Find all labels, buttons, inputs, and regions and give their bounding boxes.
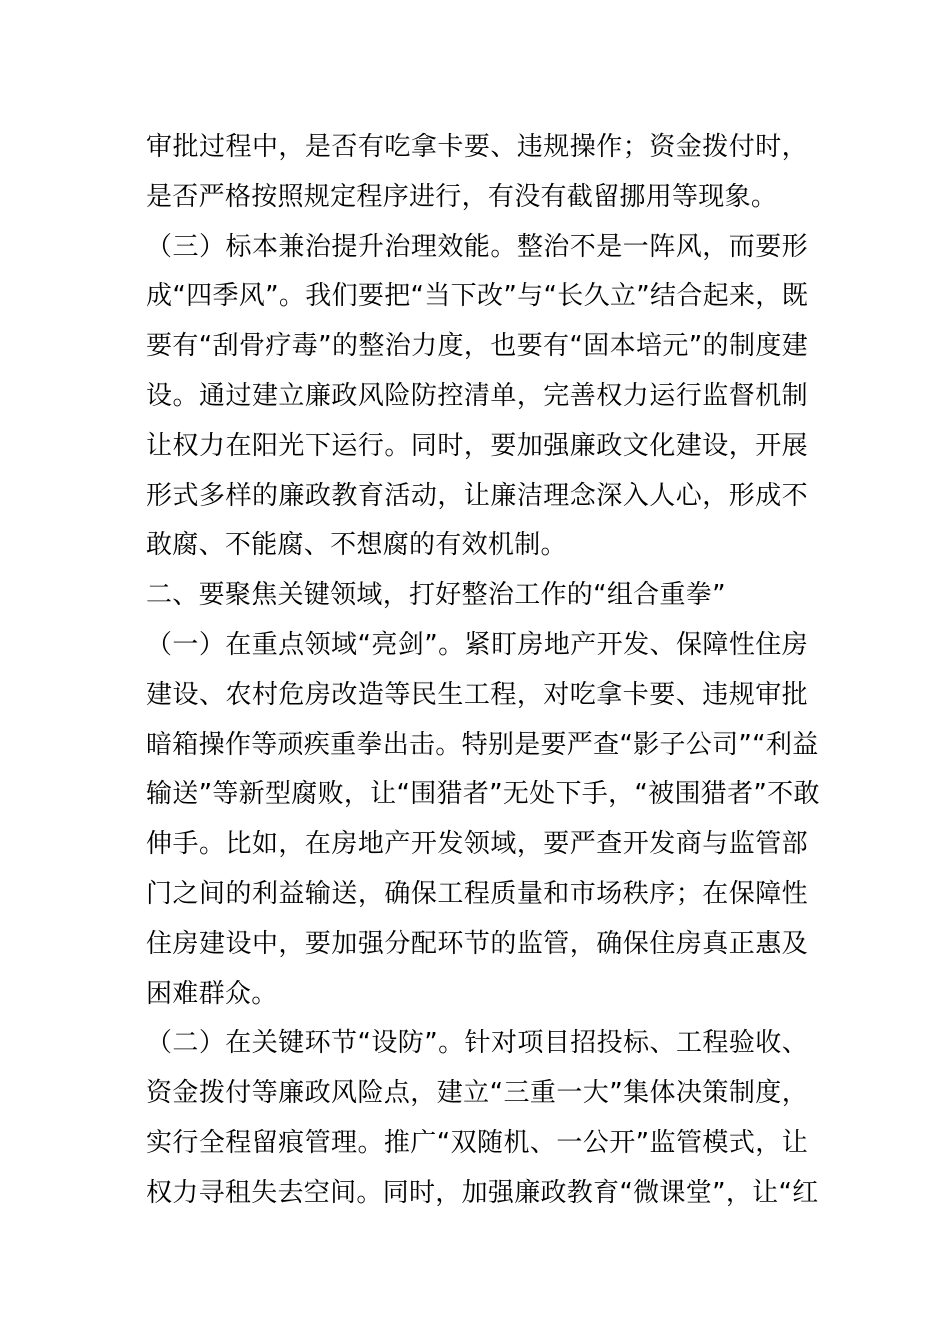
text-line: 是否严格按照规定程序进行，有没有截留挪用等现象。 — [146, 181, 778, 212]
text-line: 资金拨付等廉政风险点，建立“三重一大”集体决策制度， — [146, 1078, 808, 1109]
text-line: 伸手。比如，在房地产开发领域，要严查开发商与监管部 — [146, 829, 808, 860]
text-line: 住房建设中，要加强分配环节的监管，确保住房真正惠及 — [146, 928, 808, 959]
text-line: 敢腐、不能腐、不想腐的有效机制。 — [146, 530, 567, 561]
text-line: 让权力在阳光下运行。同时，要加强廉政文化建设，开展 — [146, 430, 808, 461]
document-body — [146, 123, 820, 1219]
text-line: 困难群众。 — [146, 978, 278, 1009]
text-line: 暗箱操作等顽疾重拳出击。特别是要严查“影子公司”“利益 — [146, 729, 819, 760]
text-line: 实行全程留痕管理。推广“双随机、一公开”监管模式，让 — [146, 1127, 808, 1158]
section-heading-line: （二）在关键环节“设防”。针对项目招投标、工程验收、 — [146, 1028, 808, 1059]
text-line: 建设、农村危房改造等民生工程，对吃拿卡要、违规审批 — [146, 679, 808, 710]
text-line: 成“四季风”。我们要把“当下改”与“长久立”结合起来，既 — [146, 281, 808, 312]
text-line: 门之间的利益输送，确保工程质量和市场秩序；在保障性 — [146, 878, 808, 909]
text-line: 输送”等新型腐败，让“围猎者”无处下手，“被围猎者”不敢 — [146, 779, 820, 810]
text-line: 设。通过建立廉政风险防控清单，完善权力运行监督机制 — [146, 380, 808, 411]
text-line: 审批过程中，是否有吃拿卡要、违规操作；资金拨付时， — [146, 132, 808, 162]
text-line: 权力寻租失去空间。同时，加强廉政教育“微课堂”，让“红 — [146, 1177, 819, 1208]
text-line: 形式多样的廉政教育活动，让廉洁理念深入人心，形成不 — [146, 480, 808, 511]
section-heading-line: （三）标本兼治提升治理效能。整治不是一阵风，而要形 — [146, 231, 808, 262]
text-line: 要有“刮骨疗毒”的整治力度，也要有“固本培元”的制度建 — [146, 331, 808, 362]
section-heading-line: （一）在重点领域“亮剑”。紧盯房地产开发、保障性住房 — [146, 629, 808, 660]
chapter-heading: 二、要聚焦关键领域，打好整治工作的“组合重拳” — [146, 580, 726, 611]
